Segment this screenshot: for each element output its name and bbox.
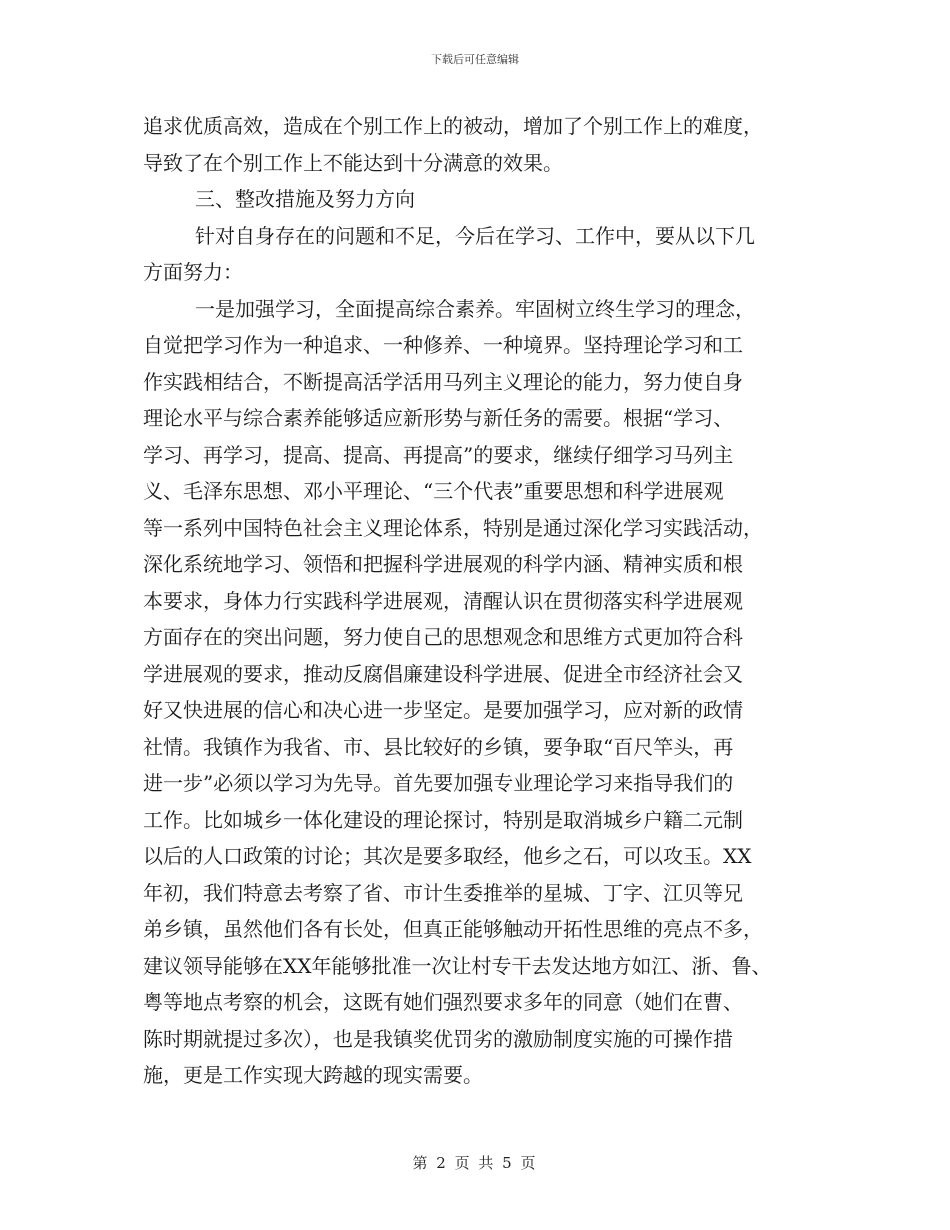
- text-line: 深化系统地学习、领悟和把握科学进展观的科学内涵、精神实质和根: [143, 552, 743, 576]
- text-line: 陈时期就提过多次），也是我镇奖优罚劣的激励制度实施的可操作措: [143, 1026, 733, 1051]
- page-header: 下载后可任意编辑: [431, 53, 519, 66]
- text-line: 自觉把学习作为一种追求、一种修养、一种境界。坚持理论学习和工: [143, 333, 743, 357]
- text-line: 年初，我们特意去考察了省、市计生委推举的星城、丁字、江贝等兄: [143, 880, 743, 905]
- text-line: 工作。比如城乡一体化建设的理论探讨，特别是取消城乡户籍二元制: [143, 807, 743, 832]
- text-line: 进一步”必须以学习为先导。首先要加强专业理论学习来指导我们的: [143, 771, 734, 795]
- text-line: 本要求，身体力行实践科学进展观，清醒认识在贯彻落实科学进展观: [143, 588, 743, 613]
- text-line: 弟乡镇，虽然他们各有长处，但真正能够触动开拓性思维的亮点不多，: [143, 917, 763, 941]
- text-line: 作实践相结合，不断提高活学活用马列主义理论的能力，努力使自身: [143, 369, 743, 394]
- text-line: 好又快进展的信心和决心进一步坚定。是要加强学习，应对新的政情: [143, 698, 743, 722]
- text-line: 社情。我镇作为我省、市、县比较好的乡镇，要争取“百尺竿头，再: [143, 734, 734, 759]
- section-heading: 三、整改措施及努力方向: [195, 187, 415, 211]
- text-line: 施，更是工作实现大跨越的现实需要。: [143, 1063, 483, 1087]
- text-line: 学进展观的要求，推动反腐倡廉建设科学进展、促进全市经济社会又: [143, 661, 743, 686]
- text-line: 等一系列中国特色社会主义理论体系，特别是通过深化学习实践活动，: [143, 515, 763, 540]
- text-line: 义、毛泽东思想、邓小平理论、“三个代表”重要思想和科学进展观: [143, 479, 724, 503]
- text-line: 追求优质高效，造成在个别工作上的被动，增加了个别工作上的难度，: [143, 114, 763, 138]
- text-line: 针对自身存在的问题和不足，今后在学习、工作中，要从以下几: [195, 223, 755, 248]
- text-line: 一是加强学习，全面提高综合素养。牢固树立终生学习的理念，: [195, 296, 755, 321]
- text-line: 方面存在的突出问题，努力使自己的思想观念和思维方式更加符合科: [143, 625, 743, 649]
- text-line: 理论水平与综合素养能够适应新形势与新任务的需要。根据“学习、: [143, 406, 734, 430]
- document-body: [143, 108, 843, 1094]
- text-line: 学习、再学习，提高、提高、再提高”的要求，继续仔细学习马列主: [143, 442, 734, 467]
- text-line: 建议领导能够在XX年能够批准一次让村专干去发达地方如江、浙、鲁、: [143, 953, 772, 978]
- text-line: 导致了在个别工作上不能达到十分满意的效果。: [143, 150, 563, 175]
- text-line: 方面努力：: [143, 260, 243, 284]
- text-line: 粤等地点考察的机会，这既有她们强烈要求多年的同意（她们在曹、: [143, 990, 743, 1014]
- text-line: 以后的人口政策的讨论；其次是要多取经，他乡之石，可以攻玉。XX: [143, 844, 752, 868]
- page-number-footer: 第 2 页 共 5 页: [412, 1154, 538, 1172]
